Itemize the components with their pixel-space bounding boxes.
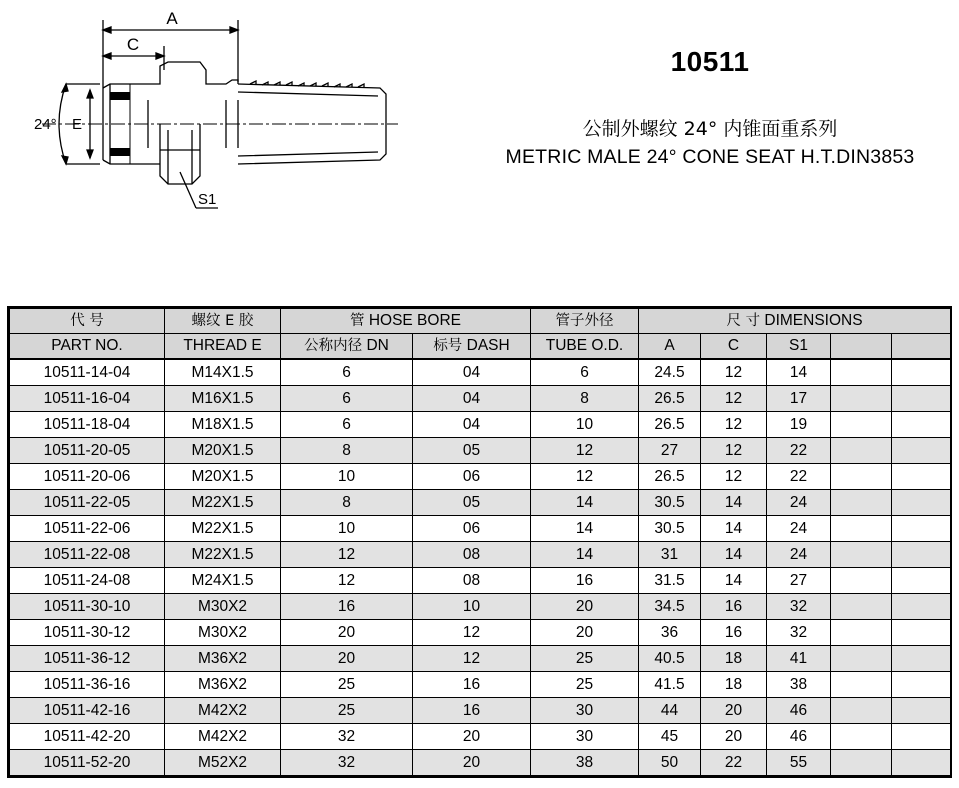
table-cell-empty: [892, 412, 951, 438]
table-cell: M14X1.5: [165, 359, 281, 386]
table-row: [10, 724, 951, 750]
table-row: [10, 698, 951, 724]
table-cell: 10511-42-16: [10, 698, 165, 724]
header-thread-e: THREAD E: [165, 334, 281, 360]
label-s1: S1: [198, 191, 217, 208]
table-cell: 32: [281, 724, 413, 750]
table-cell-empty: [892, 724, 951, 750]
table-cell: 10511-20-06: [10, 464, 165, 490]
table-cell: 24: [767, 490, 831, 516]
table-cell: 14: [701, 542, 767, 568]
table-cell: 24: [767, 516, 831, 542]
table-row: [10, 438, 951, 464]
table-row: [10, 386, 951, 412]
table-cell-empty: [892, 672, 951, 698]
table-cell: 25: [281, 672, 413, 698]
header-col-blank-2: [892, 334, 951, 360]
table-cell: 41: [767, 646, 831, 672]
table-cell: 10511-36-12: [10, 646, 165, 672]
table-cell: 20: [413, 750, 531, 776]
table-cell: 14: [531, 516, 639, 542]
table-cell-empty: [892, 359, 951, 386]
table-cell: 44: [639, 698, 701, 724]
table-cell: M30X2: [165, 594, 281, 620]
table-cell-empty: [831, 412, 892, 438]
table-cell-empty: [831, 359, 892, 386]
table-cell: 30: [531, 724, 639, 750]
table-cell-empty: [831, 516, 892, 542]
table-cell: 20: [413, 724, 531, 750]
table-cell: 08: [413, 568, 531, 594]
table-cell: 04: [413, 412, 531, 438]
table-cell-empty: [892, 646, 951, 672]
table-cell-empty: [831, 464, 892, 490]
table-cell: 16: [413, 672, 531, 698]
table-cell: M20X1.5: [165, 438, 281, 464]
table-cell: M36X2: [165, 672, 281, 698]
table-cell-empty: [831, 698, 892, 724]
table-cell-empty: [831, 438, 892, 464]
table-cell: 14: [701, 568, 767, 594]
table-cell-empty: [831, 646, 892, 672]
table-cell-empty: [831, 620, 892, 646]
table-cell: 22: [767, 438, 831, 464]
table-row: [10, 490, 951, 516]
table-cell-empty: [892, 750, 951, 776]
table-cell: 30: [531, 698, 639, 724]
label-a: A: [166, 9, 178, 28]
table-row: [10, 750, 951, 776]
table-cell: 55: [767, 750, 831, 776]
table-cell-empty: [831, 490, 892, 516]
table-cell: M42X2: [165, 698, 281, 724]
table-cell: 8: [531, 386, 639, 412]
table-cell: 46: [767, 724, 831, 750]
table-cell: 10511-14-04: [10, 359, 165, 386]
table-cell: M42X2: [165, 724, 281, 750]
table-cell: 19: [767, 412, 831, 438]
header-dim-cn: 尺 寸: [726, 313, 761, 329]
header-dash-cn: 标号: [433, 338, 463, 354]
table-cell: 30.5: [639, 516, 701, 542]
table-cell: 14: [701, 490, 767, 516]
table-cell: 12: [281, 568, 413, 594]
header-hose-bore: [281, 309, 531, 334]
table-cell: 10511-20-05: [10, 438, 165, 464]
table-cell: 24.5: [639, 359, 701, 386]
table-cell: 27: [639, 438, 701, 464]
table-cell: 08: [413, 542, 531, 568]
header-tube-od: TUBE O.D.: [531, 334, 639, 360]
header-part-no: PART NO.: [10, 334, 165, 360]
table-cell: M22X1.5: [165, 516, 281, 542]
table-cell: 10511-22-05: [10, 490, 165, 516]
table-cell: 20: [531, 594, 639, 620]
table-row: [10, 646, 951, 672]
table-row: [10, 672, 951, 698]
table-cell: 31: [639, 542, 701, 568]
table-cell: 22: [767, 464, 831, 490]
table-cell: 10511-18-04: [10, 412, 165, 438]
table-cell: 16: [531, 568, 639, 594]
label-angle: 24°: [34, 116, 57, 133]
table-cell-empty: [892, 594, 951, 620]
table-cell: 20: [701, 698, 767, 724]
table-cell: 10511-16-04: [10, 386, 165, 412]
header-col-c: C: [701, 334, 767, 360]
table-cell: 20: [281, 620, 413, 646]
table-cell: M16X1.5: [165, 386, 281, 412]
table-cell-empty: [892, 698, 951, 724]
header-col-s1: S1: [767, 334, 831, 360]
table-cell: 8: [281, 438, 413, 464]
table-cell: 24: [767, 542, 831, 568]
header-dash: [413, 334, 531, 360]
table-cell: 10: [281, 464, 413, 490]
table-cell: 22: [701, 750, 767, 776]
table-row: [10, 594, 951, 620]
table-cell: 50: [639, 750, 701, 776]
table-cell: 10511-36-16: [10, 672, 165, 698]
label-c: C: [126, 35, 140, 54]
table-cell: 14: [531, 542, 639, 568]
table-cell: 25: [531, 646, 639, 672]
table-cell: 10: [281, 516, 413, 542]
table-cell: 10511-30-12: [10, 620, 165, 646]
header-dash-en: DASH: [462, 337, 510, 354]
table-cell-empty: [892, 542, 951, 568]
table-cell-empty: [892, 620, 951, 646]
table-cell: 31.5: [639, 568, 701, 594]
table-cell: 10511-24-08: [10, 568, 165, 594]
table-cell: 18: [701, 646, 767, 672]
header-dn-en: DN: [362, 337, 389, 354]
label-e: E: [72, 116, 83, 133]
title-english: METRIC MALE 24° CONE SEAT H.T.DIN3853: [505, 146, 915, 168]
table-cell: 20: [531, 620, 639, 646]
table-cell-empty: [892, 438, 951, 464]
table-row: [10, 359, 951, 386]
table-cell: 20: [281, 646, 413, 672]
table-cell: M20X1.5: [165, 464, 281, 490]
table-cell: M36X2: [165, 646, 281, 672]
table-cell: 27: [767, 568, 831, 594]
table-cell: 8: [281, 490, 413, 516]
fitting-drawing: [0, 0, 420, 230]
table-cell: 05: [413, 438, 531, 464]
header-tube-cn: 管子外径: [531, 309, 639, 334]
table-cell: 25: [281, 698, 413, 724]
table-cell-empty: [831, 724, 892, 750]
table-cell: 16: [281, 594, 413, 620]
table-cell: 32: [767, 594, 831, 620]
table-cell: M22X1.5: [165, 490, 281, 516]
table-cell-empty: [892, 516, 951, 542]
table-cell: 12: [701, 386, 767, 412]
table-cell: 26.5: [639, 412, 701, 438]
header-hose-en: HOSE BORE: [364, 312, 461, 329]
table-cell: 26.5: [639, 386, 701, 412]
table-cell: 41.5: [639, 672, 701, 698]
table-cell: 12: [701, 438, 767, 464]
table-cell: 10511-30-10: [10, 594, 165, 620]
table-cell: M30X2: [165, 620, 281, 646]
table-cell: 12: [531, 464, 639, 490]
table-cell: 46: [767, 698, 831, 724]
table-cell: 6: [281, 359, 413, 386]
table-cell: 16: [413, 698, 531, 724]
table-cell: 06: [413, 464, 531, 490]
table-cell: 38: [767, 672, 831, 698]
table-cell: 10: [531, 412, 639, 438]
table-cell: 34.5: [639, 594, 701, 620]
table-cell: 32: [281, 750, 413, 776]
table-row: [10, 568, 951, 594]
table-cell: 12: [281, 542, 413, 568]
table-row: [10, 412, 951, 438]
header-dn: [281, 334, 413, 360]
table-cell-empty: [892, 568, 951, 594]
table-cell: M18X1.5: [165, 412, 281, 438]
table-cell: 10511-22-06: [10, 516, 165, 542]
table-cell-empty: [892, 464, 951, 490]
table-cell: 6: [281, 412, 413, 438]
table-cell: 04: [413, 359, 531, 386]
header-thread-cn: 螺纹 E 胶: [165, 309, 281, 334]
table-cell-empty: [831, 594, 892, 620]
table-cell: 17: [767, 386, 831, 412]
header-dim-en: DIMENSIONS: [760, 312, 863, 329]
table-cell: M24X1.5: [165, 568, 281, 594]
table-cell: 10: [413, 594, 531, 620]
header-col-a: A: [639, 334, 701, 360]
table-cell: 16: [701, 594, 767, 620]
table-cell: 32: [767, 620, 831, 646]
table-cell: 12: [701, 464, 767, 490]
table-cell: 6: [281, 386, 413, 412]
table-cell: 12: [701, 412, 767, 438]
table-cell: M22X1.5: [165, 542, 281, 568]
header-hose-cn: 管: [350, 313, 365, 329]
table-cell: 38: [531, 750, 639, 776]
table-cell: 6: [531, 359, 639, 386]
table-cell: 14: [767, 359, 831, 386]
table-cell-empty: [831, 542, 892, 568]
table-cell: 14: [701, 516, 767, 542]
table-cell: 36: [639, 620, 701, 646]
table-cell: 16: [701, 620, 767, 646]
table-cell: 26.5: [639, 464, 701, 490]
table-cell-empty: [831, 568, 892, 594]
table-cell: 10511-42-20: [10, 724, 165, 750]
table-cell: 45: [639, 724, 701, 750]
table-cell: 14: [531, 490, 639, 516]
table-row: [10, 620, 951, 646]
table-cell-empty: [831, 750, 892, 776]
table-cell: 18: [701, 672, 767, 698]
header-dimensions: [639, 309, 951, 334]
table-body: [10, 359, 951, 776]
table-cell: 10511-22-08: [10, 542, 165, 568]
table-cell: 06: [413, 516, 531, 542]
table-cell: 12: [531, 438, 639, 464]
table-row: [10, 542, 951, 568]
header-part-cn: 代 号: [10, 309, 165, 334]
product-code: 10511: [670, 46, 750, 77]
table-row: [10, 516, 951, 542]
header-dn-cn: 公称内径: [304, 338, 363, 354]
table-cell: 05: [413, 490, 531, 516]
spec-table: [7, 306, 952, 778]
table-cell: 20: [701, 724, 767, 750]
table-cell: 12: [413, 620, 531, 646]
table-cell-empty: [892, 386, 951, 412]
table-cell: M52X2: [165, 750, 281, 776]
table-cell-empty: [831, 672, 892, 698]
header-col-blank-1: [831, 334, 892, 360]
table-cell: 12: [701, 359, 767, 386]
table-cell-empty: [892, 490, 951, 516]
table-cell: 30.5: [639, 490, 701, 516]
table-cell: 12: [413, 646, 531, 672]
table-cell: 04: [413, 386, 531, 412]
title-chinese: 公制外螺纹 24° 内锥面重系列: [582, 118, 838, 140]
table-cell-empty: [831, 386, 892, 412]
table-row: [10, 464, 951, 490]
table-cell: 25: [531, 672, 639, 698]
table-cell: 40.5: [639, 646, 701, 672]
table-cell: 10511-52-20: [10, 750, 165, 776]
